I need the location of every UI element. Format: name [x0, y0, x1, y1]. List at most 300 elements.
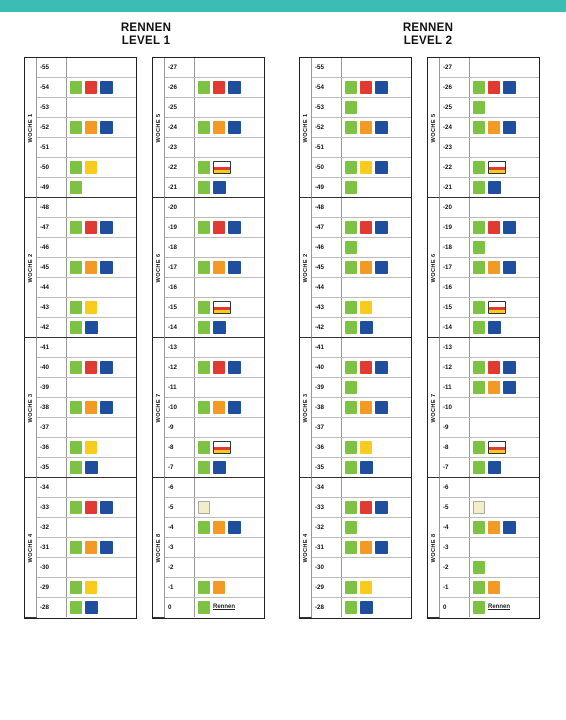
workout-blue-icon: [375, 81, 388, 94]
training-plan-table: [24, 57, 137, 619]
day-row: [37, 58, 136, 78]
workout-green-icon: [198, 361, 210, 374]
day-row: [37, 118, 136, 138]
day-number: -6: [440, 478, 470, 497]
workout-red-icon: [360, 81, 372, 94]
day-row: [312, 438, 411, 458]
week-label-text: WOCHE 7: [155, 393, 162, 422]
day-row: [37, 458, 136, 478]
workout-red-icon: [85, 221, 97, 234]
day-row: [440, 78, 539, 98]
workout-blue-icon: [100, 501, 113, 514]
day-number: -42: [312, 318, 342, 337]
workout-green-icon: [345, 321, 357, 334]
day-row: [440, 238, 539, 258]
week-label-text: WOCHE 8: [430, 533, 437, 562]
workout-green-icon: [198, 261, 210, 274]
workout-green-icon: [198, 581, 210, 594]
week-label-text: WOCHE 1: [27, 113, 34, 142]
day-row: [440, 218, 539, 238]
day-row: [37, 158, 136, 178]
day-row: [37, 418, 136, 438]
day-row: [440, 378, 539, 398]
week-label-text: WOCHE 7: [430, 393, 437, 422]
day-row: [312, 58, 411, 78]
day-row: [440, 458, 539, 478]
day-row: [165, 458, 264, 478]
day-number: -20: [165, 198, 195, 217]
week-label-text: WOCHE 4: [302, 533, 309, 562]
week-label-text: WOCHE 8: [155, 533, 162, 562]
week-label-text: WOCHE 3: [302, 393, 309, 422]
workout-beige-icon: [198, 501, 210, 514]
day-number: -54: [37, 78, 67, 97]
workout-green-icon: [70, 441, 82, 454]
day-row: [440, 58, 539, 78]
workout-blue-icon: [100, 361, 113, 374]
day-row: [165, 338, 264, 358]
day-row: [37, 138, 136, 158]
workout-red-icon: [85, 501, 97, 514]
day-row: [165, 558, 264, 578]
day-number: -8: [440, 438, 470, 457]
day-number: -46: [37, 238, 67, 257]
day-row: [312, 558, 411, 578]
workout-blue-icon: [488, 181, 501, 194]
workout-green-icon: [198, 181, 210, 194]
workout-green-icon: [198, 161, 210, 174]
workout-green-icon: [345, 261, 357, 274]
day-row: [440, 198, 539, 218]
workout-green-icon: [473, 361, 485, 374]
day-row: [312, 358, 411, 378]
workout-green-icon: [473, 81, 485, 94]
day-number: -55: [312, 58, 342, 77]
day-number: -43: [312, 298, 342, 317]
workout-green-icon: [473, 181, 485, 194]
day-number: -30: [37, 558, 67, 577]
workout-green-icon: [198, 461, 210, 474]
workout-red-icon: [213, 361, 225, 374]
day-number: -13: [440, 338, 470, 357]
day-number: -52: [37, 118, 67, 137]
workout-orange-icon: [360, 401, 372, 414]
week-label-text: WOCHE 3: [27, 393, 34, 422]
workout-blue-icon: [375, 121, 388, 134]
workout-red-icon: [488, 221, 500, 234]
day-number: -48: [312, 198, 342, 217]
day-row: [165, 118, 264, 138]
day-row: [37, 218, 136, 238]
week-label: [25, 478, 37, 618]
workout-orange-icon: [213, 581, 225, 594]
day-row: [440, 518, 539, 538]
day-number: -32: [37, 518, 67, 537]
workout-orange-icon: [213, 261, 225, 274]
week-label-text: WOCHE 1: [302, 113, 309, 142]
day-number: -51: [37, 138, 67, 157]
workout-green-icon: [473, 381, 485, 394]
day-row: [37, 518, 136, 538]
workout-green-icon: [70, 301, 82, 314]
day-number: -22: [165, 158, 195, 177]
day-row: [37, 438, 136, 458]
workout-green-icon: [345, 401, 357, 414]
day-row: [37, 78, 136, 98]
workout-red-icon: [360, 221, 372, 234]
day-number: -23: [440, 138, 470, 157]
workout-orange-icon: [85, 261, 97, 274]
workout-green-icon: [345, 381, 357, 394]
day-number: -19: [440, 218, 470, 237]
day-row: [165, 478, 264, 498]
week-label-text: WOCHE 2: [27, 253, 34, 282]
workout-blue-icon: [503, 221, 516, 234]
workout-green-icon: [70, 401, 82, 414]
day-row: [312, 318, 411, 338]
day-row: [312, 178, 411, 198]
day-number: -3: [165, 538, 195, 557]
day-number: -27: [440, 58, 470, 77]
day-row: [165, 138, 264, 158]
day-row: [165, 418, 264, 438]
workout-green-icon: [70, 501, 82, 514]
workout-orange-icon: [488, 521, 500, 534]
workout-blue-icon: [375, 221, 388, 234]
day-row: [440, 598, 539, 618]
day-row: [37, 178, 136, 198]
day-row: [440, 538, 539, 558]
day-number: -2: [165, 558, 195, 577]
workout-green-icon: [70, 541, 82, 554]
workout-green-icon: [70, 81, 82, 94]
day-number: -42: [37, 318, 67, 337]
workout-yellow-icon: [85, 581, 97, 594]
day-row: [440, 498, 539, 518]
day-row: [312, 378, 411, 398]
workout-green-icon: [70, 601, 82, 614]
week-label-text: WOCHE 5: [430, 113, 437, 142]
workout-green-icon: [198, 121, 210, 134]
workout-green-icon: [198, 601, 210, 614]
workout-orange-icon: [488, 581, 500, 594]
day-number: -45: [37, 258, 67, 277]
day-number: -5: [165, 498, 195, 517]
day-row: [165, 398, 264, 418]
workout-blue-icon: [228, 361, 241, 374]
workout-red-icon: [213, 221, 225, 234]
workout-green-icon: [70, 461, 82, 474]
day-number: -47: [312, 218, 342, 237]
workout-split-icon: [488, 301, 506, 314]
day-number: -36: [312, 438, 342, 457]
workout-green-icon: [473, 581, 485, 594]
day-row: [165, 538, 264, 558]
day-row: [312, 458, 411, 478]
day-number: -37: [37, 418, 67, 437]
day-number: -29: [312, 578, 342, 597]
workout-red-icon: [360, 501, 372, 514]
workout-blue-icon: [100, 401, 113, 414]
day-number: -10: [440, 398, 470, 417]
day-row: [165, 438, 264, 458]
day-row: [440, 318, 539, 338]
day-number: -53: [37, 98, 67, 117]
training-plan-table: [427, 57, 540, 619]
day-row: [37, 498, 136, 518]
day-number: -28: [37, 598, 67, 617]
day-number: -26: [165, 78, 195, 97]
day-number: -11: [165, 378, 195, 397]
top-accent-bar: [0, 0, 566, 12]
workout-blue-icon: [503, 81, 516, 94]
day-number: -54: [312, 78, 342, 97]
day-number: -41: [37, 338, 67, 357]
day-number: -21: [440, 178, 470, 197]
workout-yellow-icon: [360, 441, 372, 454]
day-number: -39: [312, 378, 342, 397]
day-number: -55: [37, 58, 67, 77]
workout-orange-icon: [360, 121, 372, 134]
day-number: -35: [37, 458, 67, 477]
day-row: [312, 258, 411, 278]
day-row: [440, 278, 539, 298]
training-plan-table: [152, 57, 265, 619]
day-row: [165, 358, 264, 378]
day-row: [312, 298, 411, 318]
day-number: -50: [312, 158, 342, 177]
day-number: -24: [165, 118, 195, 137]
day-row: [165, 198, 264, 218]
workout-blue-icon: [375, 401, 388, 414]
day-number: -25: [440, 98, 470, 117]
day-number: -38: [312, 398, 342, 417]
day-row: [312, 398, 411, 418]
day-number: -48: [37, 198, 67, 217]
workout-orange-icon: [488, 261, 500, 274]
day-number: -52: [312, 118, 342, 137]
day-number: -5: [440, 498, 470, 517]
week-label: [153, 58, 165, 198]
day-row: [165, 578, 264, 598]
workout-blue-icon: [503, 361, 516, 374]
workout-green-icon: [473, 241, 485, 254]
day-number: -40: [37, 358, 67, 377]
workout-green-icon: [473, 321, 485, 334]
day-number: -39: [37, 378, 67, 397]
day-row: [440, 158, 539, 178]
workout-green-icon: [198, 221, 210, 234]
workout-yellow-icon: [85, 301, 97, 314]
workout-blue-icon: [503, 261, 516, 274]
workout-blue-icon: [503, 121, 516, 134]
title-line-1: RENNEN: [402, 22, 454, 34]
workout-green-icon: [345, 161, 357, 174]
workout-blue-icon: [503, 381, 516, 394]
day-row: [440, 298, 539, 318]
day-row: [312, 78, 411, 98]
day-row: [37, 338, 136, 358]
workout-green-icon: [473, 221, 485, 234]
workout-blue-icon: [228, 221, 241, 234]
workout-green-icon: [345, 221, 357, 234]
workout-yellow-icon: [85, 441, 97, 454]
day-number: -11: [440, 378, 470, 397]
workout-blue-icon: [100, 261, 113, 274]
workout-blue-icon: [85, 461, 98, 474]
day-number: -44: [312, 278, 342, 297]
day-row: [440, 358, 539, 378]
day-number: -23: [165, 138, 195, 157]
day-number: -4: [440, 518, 470, 537]
day-number: -24: [440, 118, 470, 137]
day-row: [37, 558, 136, 578]
day-row: [165, 518, 264, 538]
day-row: [312, 118, 411, 138]
day-row: [165, 238, 264, 258]
day-number: -38: [37, 398, 67, 417]
day-number: -28: [312, 598, 342, 617]
plan-title-level-2: [348, 22, 508, 48]
day-row: [37, 278, 136, 298]
day-row: [440, 338, 539, 358]
workout-green-icon: [345, 601, 357, 614]
day-number: -17: [165, 258, 195, 277]
day-row: [440, 138, 539, 158]
day-number: -37: [312, 418, 342, 437]
workout-green-icon: [70, 321, 82, 334]
day-number: -44: [37, 278, 67, 297]
day-row: [37, 358, 136, 378]
day-number: -34: [312, 478, 342, 497]
title-line-2: LEVEL 1: [121, 35, 171, 47]
day-row: [165, 178, 264, 198]
workout-green-icon: [345, 361, 357, 374]
day-number: -53: [312, 98, 342, 117]
day-row: [165, 278, 264, 298]
day-row: [37, 298, 136, 318]
day-row: [440, 418, 539, 438]
workout-green-icon: [345, 501, 357, 514]
day-number: -9: [165, 418, 195, 437]
workout-yellow-icon: [360, 301, 372, 314]
day-row: [440, 478, 539, 498]
week-label: [300, 338, 312, 478]
workout-orange-icon: [213, 401, 225, 414]
day-number: -40: [312, 358, 342, 377]
workout-blue-icon: [100, 81, 113, 94]
day-number: -1: [165, 578, 195, 597]
day-row: [440, 438, 539, 458]
workout-green-icon: [473, 101, 485, 114]
workout-split-icon: [213, 441, 231, 454]
workout-red-icon: [360, 361, 372, 374]
workout-green-icon: [473, 461, 485, 474]
workout-split-icon: [488, 161, 506, 174]
day-number: -36: [37, 438, 67, 457]
workout-blue-icon: [488, 321, 501, 334]
day-row: [312, 598, 411, 618]
workout-blue-icon: [213, 181, 226, 194]
week-label-text: WOCHE 6: [155, 253, 162, 282]
workout-green-icon: [345, 101, 357, 114]
workout-yellow-icon: [85, 161, 97, 174]
day-number: -2: [440, 558, 470, 577]
workout-green-icon: [70, 181, 82, 194]
day-number: -35: [312, 458, 342, 477]
day-row: [37, 398, 136, 418]
workout-blue-icon: [213, 461, 226, 474]
workout-blue-icon: [375, 541, 388, 554]
day-row: [165, 318, 264, 338]
week-label-text: WOCHE 5: [155, 113, 162, 142]
day-row: [312, 538, 411, 558]
week-label: [25, 198, 37, 338]
workout-green-icon: [70, 121, 82, 134]
day-number: -14: [440, 318, 470, 337]
week-label: [428, 338, 440, 478]
day-row: [165, 158, 264, 178]
day-row: [440, 118, 539, 138]
workout-green-icon: [198, 301, 210, 314]
workout-blue-icon: [228, 521, 241, 534]
workout-blue-icon: [213, 321, 226, 334]
day-number: -33: [37, 498, 67, 517]
day-row: [37, 238, 136, 258]
workout-green-icon: [473, 601, 485, 614]
day-row: [165, 498, 264, 518]
workout-green-icon: [345, 441, 357, 454]
day-row: [165, 58, 264, 78]
day-row: [165, 258, 264, 278]
day-row: [440, 398, 539, 418]
day-number: -7: [165, 458, 195, 477]
workout-red-icon: [213, 81, 225, 94]
day-number: 0: [165, 598, 195, 617]
day-number: -18: [440, 238, 470, 257]
workout-blue-icon: [228, 401, 241, 414]
workout-green-icon: [70, 221, 82, 234]
week-label: [428, 58, 440, 198]
workout-green-icon: [473, 441, 485, 454]
day-number: -31: [37, 538, 67, 557]
day-row: [440, 258, 539, 278]
day-number: -19: [165, 218, 195, 237]
workout-orange-icon: [360, 541, 372, 554]
day-number: -49: [37, 178, 67, 197]
workout-blue-icon: [100, 221, 113, 234]
week-label: [300, 58, 312, 198]
day-row: [312, 278, 411, 298]
day-number: 0: [440, 598, 470, 617]
day-number: -1: [440, 578, 470, 597]
workout-blue-icon: [360, 321, 373, 334]
day-number: -20: [440, 198, 470, 217]
day-number: -7: [440, 458, 470, 477]
workout-green-icon: [473, 261, 485, 274]
workout-blue-icon: [100, 121, 113, 134]
week-label: [428, 478, 440, 618]
workout-blue-icon: [360, 601, 373, 614]
workout-orange-icon: [213, 521, 225, 534]
day-number: -14: [165, 318, 195, 337]
week-label: [25, 58, 37, 198]
workout-orange-icon: [85, 541, 97, 554]
workout-blue-icon: [375, 161, 388, 174]
day-number: -47: [37, 218, 67, 237]
workout-green-icon: [198, 81, 210, 94]
day-number: -49: [312, 178, 342, 197]
